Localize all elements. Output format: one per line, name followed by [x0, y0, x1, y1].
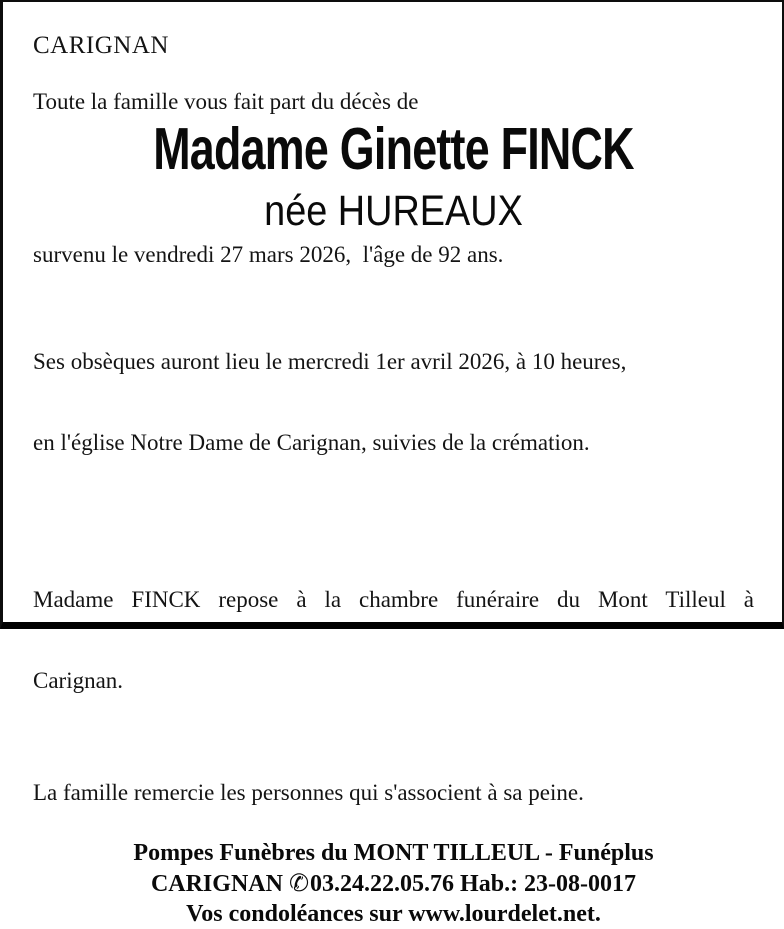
repose-paragraph: [33, 532, 754, 748]
contact-line: [33, 868, 754, 899]
intro-line: Toute la famille vous fait part du décès de: [33, 89, 419, 114]
city-heading: CARIGNAN: [33, 32, 169, 59]
ceremony-paragraph: [33, 294, 754, 510]
deceased-name: Madame Ginette FINCK: [153, 116, 634, 182]
condolences-line: Vos condoléances sur www.lourdelet.net.: [186, 901, 601, 927]
phone-icon: ✆: [288, 869, 310, 897]
phone-number: 03.24.22.05.76: [310, 871, 455, 897]
repose-line-2: Carignan.: [33, 668, 124, 693]
death-date-line: survenu le vendredi 27 mars 2026, l'âge de 92 ans.: [33, 242, 504, 267]
announcement-body: [3, 32, 782, 929]
repose-line-1: Madame FINCK repose à la chambre funéraire du Mont Tilleul à: [33, 587, 754, 612]
habilitation-number: Hab.: 23-08-0017: [460, 871, 637, 897]
thanks-line: La famille remercie les personnes qui s'associent à sa peine.: [33, 780, 584, 805]
funeral-home-footer: [33, 838, 754, 929]
funeral-home-name: Pompes Funèbres du MONT TILLEUL - Funéplus: [133, 840, 654, 866]
funeral-home-city: CARIGNAN: [150, 871, 283, 897]
ceremony-line-2: en l'église Notre Dame de Carignan, suivies de la crémation.: [33, 430, 590, 455]
ceremony-line-1: Ses obsèques auront lieu le mercredi 1er avril 2026, à 10 heures,: [33, 349, 627, 374]
maiden-name: née HUREAUX: [264, 187, 523, 235]
